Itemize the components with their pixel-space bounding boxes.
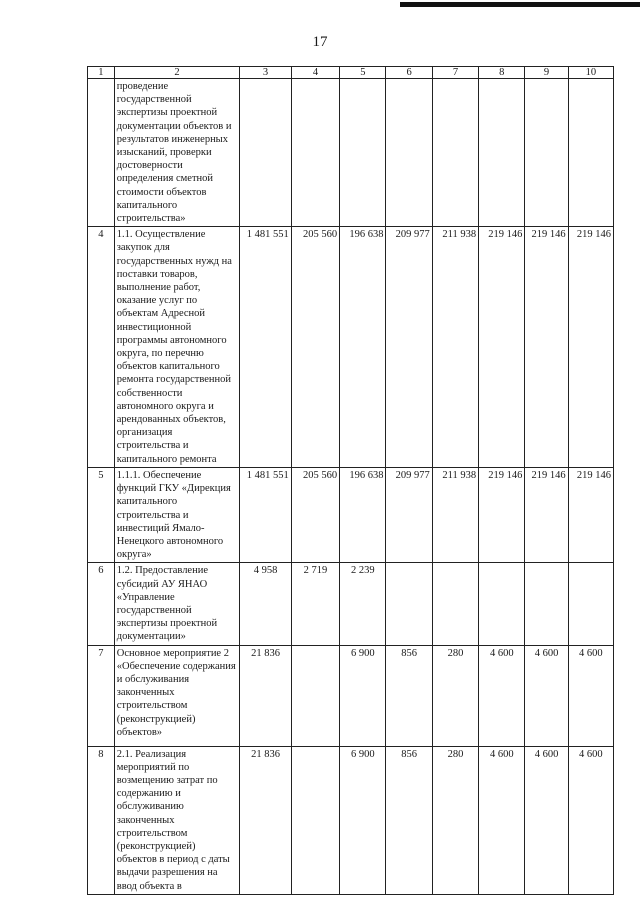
value-cell [525,563,568,645]
table-row [88,79,614,227]
value-cell [479,79,525,227]
value-cell: 1 481 551 [240,467,291,562]
row-index: 5 [88,467,115,562]
value-cell: 856 [386,645,432,746]
value-cell: 21 836 [240,746,291,894]
value-cell: 219 146 [568,227,613,468]
value-cell: 2 719 [291,563,339,645]
value-cell: 219 146 [525,467,568,562]
row-name: проведение государственной экспертизы проектной документации объектов и результатов инженерных изысканий, проверки достоверности определения сметной стоимости объектов капитального строительства» [114,79,240,227]
value-cell [479,563,525,645]
value-cell [568,79,613,227]
header-row [88,67,614,79]
value-cell: 219 146 [479,467,525,562]
row-name: 1.1. Осуществление закупок для государственных нужд на поставки товаров, выполнение работ, оказание услуг по объектам Адресной инвестиционной программы автономного округа, по перечню объектов капитального ремонта государственной собственности автономного округа и арендованных объектов, организация строительства и капитального ремонта [114,227,240,468]
value-cell [386,79,432,227]
table-row [88,563,614,645]
row-name: 1.2. Предоставление субсидий АУ ЯНАО «Управление государственной экспертизы проектной документации» [114,563,240,645]
value-cell: 6 900 [340,746,386,894]
top-rule [400,2,640,7]
value-cell [568,563,613,645]
row-index [88,79,115,227]
value-cell: 21 836 [240,645,291,746]
value-cell: 280 [432,645,478,746]
value-cell: 219 146 [568,467,613,562]
row-name: 1.1.1. Обеспечение функций ГКУ «Дирекция капитального строительства и инвестиций Ямало-Ненецкого автономного округа» [114,467,240,562]
value-cell [432,563,478,645]
column-header: 7 [432,67,478,79]
value-cell: 205 560 [291,227,339,468]
column-header: 2 [114,67,240,79]
row-index: 8 [88,746,115,894]
row-name: Основное мероприятие 2 «Обеспечение содержания и обслуживания законченных строительством (реконструкцией) объектов» [114,645,240,746]
budget-table [87,66,614,895]
value-cell: 4 958 [240,563,291,645]
row-index: 7 [88,645,115,746]
value-cell: 209 977 [386,467,432,562]
value-cell: 856 [386,746,432,894]
value-cell: 1 481 551 [240,227,291,468]
value-cell [291,746,339,894]
value-cell: 205 560 [291,467,339,562]
column-header: 8 [479,67,525,79]
value-cell: 196 638 [340,467,386,562]
value-cell: 219 146 [525,227,568,468]
table-row [88,645,614,746]
row-name: 2.1. Реализация мероприятий по возмещению затрат по содержанию и обслуживанию законченных строительством (реконструкцией) объектов в период с даты выдачи разрешения на ввод объекта в [114,746,240,894]
value-cell: 219 146 [479,227,525,468]
value-cell [340,79,386,227]
row-index: 6 [88,563,115,645]
column-header: 3 [240,67,291,79]
column-header: 6 [386,67,432,79]
row-index: 4 [88,227,115,468]
value-cell [525,79,568,227]
value-cell: 4 600 [568,645,613,746]
value-cell: 4 600 [479,746,525,894]
column-header: 9 [525,67,568,79]
value-cell: 211 938 [432,227,478,468]
value-cell [291,645,339,746]
column-header: 4 [291,67,339,79]
value-cell [291,79,339,227]
value-cell [240,79,291,227]
value-cell: 209 977 [386,227,432,468]
column-header: 10 [568,67,613,79]
value-cell: 2 239 [340,563,386,645]
page-number: 17 [312,34,328,50]
value-cell [432,79,478,227]
value-cell: 4 600 [525,645,568,746]
value-cell: 6 900 [340,645,386,746]
table-row [88,467,614,562]
value-cell: 211 938 [432,467,478,562]
table-row [88,227,614,468]
value-cell [386,563,432,645]
column-header: 1 [88,67,115,79]
table-row [88,746,614,894]
value-cell: 4 600 [525,746,568,894]
value-cell: 280 [432,746,478,894]
column-header: 5 [340,67,386,79]
value-cell: 4 600 [479,645,525,746]
value-cell: 196 638 [340,227,386,468]
value-cell: 4 600 [568,746,613,894]
